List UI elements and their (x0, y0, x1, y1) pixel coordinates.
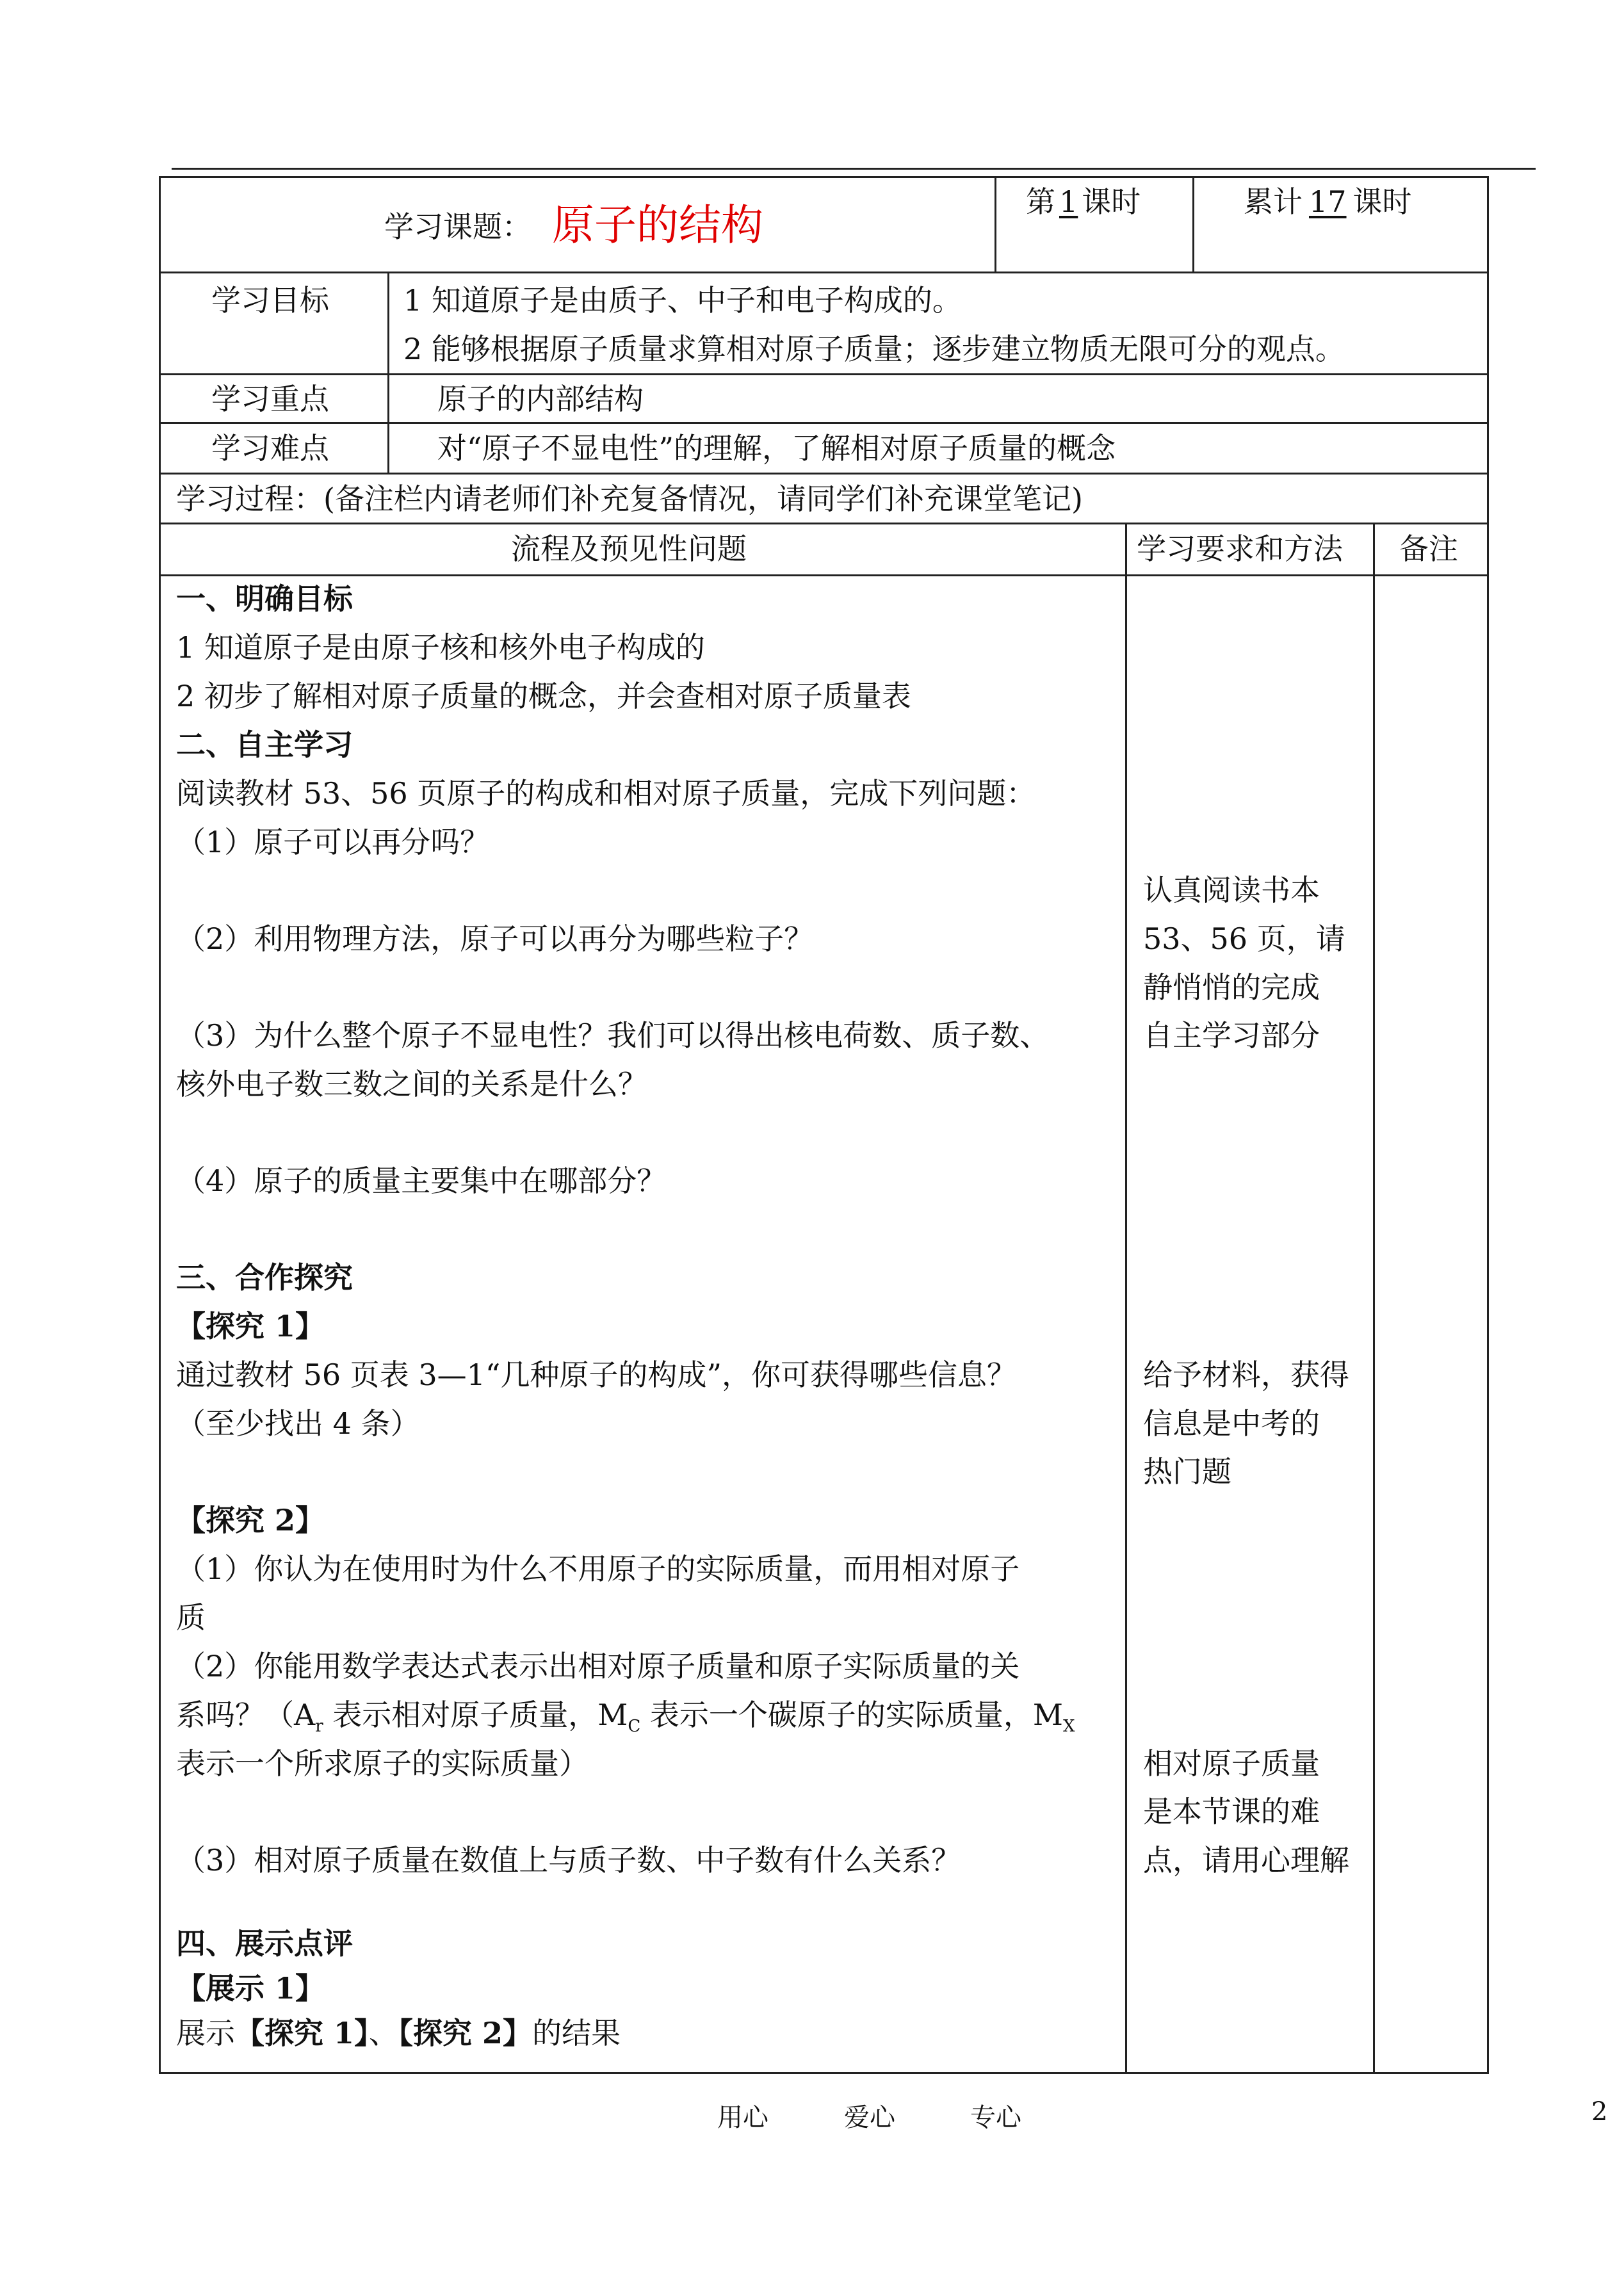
exploration-title: 【探究 2】 (176, 1503, 325, 1537)
question: （3）相对原子质量在数值上与质子数、中子数有什么关系？ (176, 1843, 961, 1877)
difficulty-label: 学习难点 (211, 431, 329, 466)
section-heading: 二、自主学习 (176, 727, 353, 762)
column-header-flow: 流程及预见性问题 (511, 531, 747, 566)
col-divider (387, 272, 389, 473)
question: （2）你能用数学表达式表示出相对原子质量和原子实际质量的关 (176, 1649, 1020, 1683)
flow-line: 通过教材 56 页表 3—1“几种原子的构成”，你可获得哪些信息？ (176, 1358, 1016, 1392)
row-divider (159, 422, 1489, 424)
section-heading: 三、合作探究 (176, 1260, 353, 1295)
column-header-method: 学习要求和方法 (1137, 531, 1343, 566)
total-lessons: 累计 17 课时 (1244, 184, 1412, 219)
flow-line: 展示【探究 1】、【探究 2】的结果 (176, 2016, 621, 2050)
objectives-label: 学习目标 (211, 283, 329, 318)
row-divider (159, 272, 1489, 273)
question: （1）原子可以再分吗？ (176, 825, 490, 859)
question: 表示一个所求原子的实际质量） (176, 1746, 589, 1781)
method-note: 自主学习部分 (1143, 1018, 1320, 1053)
exploration-title: 【探究 1】 (176, 1309, 325, 1343)
method-note: 静悄悄的完成 (1143, 970, 1320, 1005)
objective-line: 1 知道原子是由质子、中子和电子构成的。 (403, 283, 962, 318)
method-note: 信息是中考的 (1143, 1406, 1320, 1441)
column-header-remark: 备注 (1399, 531, 1458, 566)
objective-line: 2 能够根据原子质量求算相对原子质量；逐步建立物质无限可分的观点。 (403, 332, 1345, 366)
question: （2）利用物理方法，原子可以再分为哪些粒子？ (176, 921, 814, 956)
question: 核外电子数三数之间的关系是什么？ (176, 1067, 647, 1101)
question: 系吗？（$A_r$ 表示相对原子质量，$M_C$ 表示一个碳原子的实际质量，$M_X$ (176, 1698, 1075, 1737)
row-divider (159, 373, 1489, 375)
method-note: 53、56 页，请 (1143, 921, 1345, 956)
key-point-text: 原子的内部结构 (437, 382, 644, 416)
col-divider (1125, 523, 1127, 2074)
row-divider (159, 574, 1489, 576)
footer-motto: 爱心 (844, 2103, 895, 2132)
method-note: 点，请用心理解 (1143, 1843, 1349, 1877)
process-note: 学习过程：(备注栏内请老师们补充复备情况，请同学们补充课堂笔记) (176, 482, 1083, 516)
flow-line: 阅读教材 53、56 页原子的构成和相对原子质量，完成下列问题： (176, 776, 1036, 811)
header-rule (172, 168, 1536, 170)
flow-line: 2 初步了解相对原子质量的概念，并会查相对原子质量表 (176, 679, 911, 713)
key-point-label: 学习重点 (211, 382, 329, 416)
section-heading: 四、展示点评 (176, 1926, 353, 1961)
page-number: 2 (1591, 2097, 1608, 2127)
row-divider (159, 473, 1489, 474)
method-note: 认真阅读书本 (1143, 873, 1320, 907)
flow-line: （至少找出 4 条） (176, 1406, 420, 1441)
display-title: 【展示 1】 (176, 1971, 325, 2006)
method-note: 相对原子质量 (1143, 1746, 1320, 1781)
col-divider (1373, 523, 1375, 2074)
flow-line: 1 知道原子是由原子核和核外电子构成的 (176, 630, 705, 665)
method-note: 给予材料，获得 (1143, 1358, 1349, 1392)
question: 质 (176, 1600, 206, 1635)
difficulty-text: 对“原子不显电性”的理解，了解相对原子质量的概念 (437, 431, 1116, 466)
method-note: 是本节课的难 (1143, 1794, 1320, 1829)
question: （1）你认为在使用时为什么不用原子的实际质量，而用相对原子 (176, 1552, 1020, 1586)
question: （4）原子的质量主要集中在哪部分？ (176, 1164, 667, 1198)
footer-motto: 专心 (970, 2103, 1021, 2132)
footer-motto: 用心 (717, 2103, 768, 2132)
col-divider (1192, 176, 1194, 272)
section-heading: 一、明确目标 (176, 581, 353, 616)
question: （3）为什么整个原子不显电性？我们可以得出核电荷数、质子数、 (176, 1018, 1050, 1053)
lesson-count: 第 1 课时 (1026, 184, 1141, 219)
method-note: 热门题 (1143, 1454, 1231, 1489)
col-divider (995, 176, 996, 272)
topic-label: 学习课题： (384, 209, 532, 244)
page-title: 原子的结构 (552, 200, 763, 250)
row-divider (159, 523, 1489, 524)
